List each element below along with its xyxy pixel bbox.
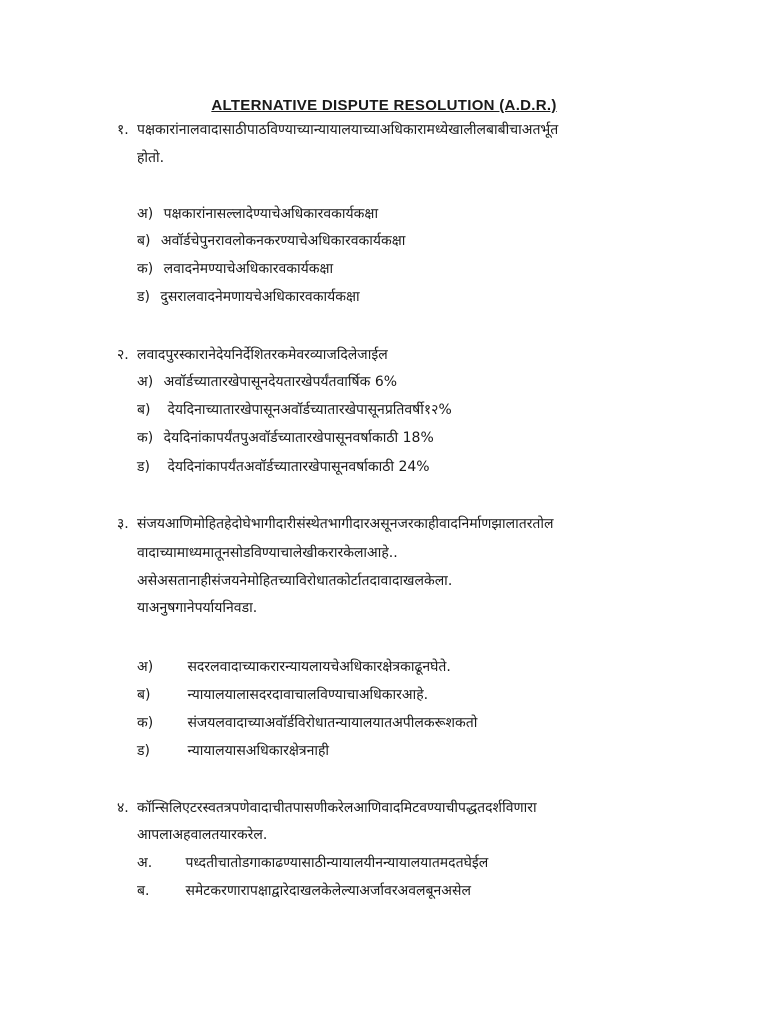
question-2-option-d [137, 457, 430, 477]
option-text: अवॉर्डचेपुनरावलोकनकरण्याचेअधिकारवकार्यकक्षा [160, 233, 406, 249]
option-text: पक्षकारांनासल्लादेण्याचेअधिकारवकार्यकक्षा [163, 206, 379, 222]
question-4-number: ४. [117, 800, 129, 816]
question-1-option-b [137, 231, 405, 251]
question-3-option-d [137, 741, 329, 761]
question-2-number: २. [117, 347, 129, 363]
option-text: न्यायालयालासदरदावाचालविण्याचाअधिकारआहे. [187, 687, 429, 703]
option-text: न्यायालयासअधिकारक्षेत्रनाही [187, 743, 330, 759]
question-3-line-3: असेअसतानाहीसंजयनेमोहितच्याविरोधातकोर्टातदावादाखलकेला. [137, 573, 453, 589]
option-label: अ) [137, 206, 154, 222]
question-1-option-d [137, 287, 360, 307]
question-1-option-c [137, 259, 333, 279]
question-3-line-4: याअनुषगानेपर्यायनिवडा. [137, 600, 258, 616]
option-text: समेटकरणारापक्षाद्वारेदाखलकेलेल्याअर्जावरअवलबूनअसेल [185, 883, 471, 899]
option-label: अ. [137, 855, 153, 871]
question-4-option-a [137, 853, 488, 873]
question-2-option-a [137, 372, 397, 392]
option-text: देयदिनाच्यातारखेपासूनअवॉर्डच्यातारखेपासूनप्रतिवर्षी१२% [167, 402, 452, 418]
option-text: संजयलवादाच्याअवॉर्डविरोधातन्यायालयातअपीलकरूशकतो [187, 715, 478, 731]
option-text: अवॉर्डच्यातारखेपासूनदेयतारखेपर्यंतवार्षिक 6% [163, 374, 398, 390]
question-4-option-b [137, 881, 471, 901]
option-text: पध्दतीचातोडगाकाढण्यासाठीन्यायालयीनन्यायालयातमदतघेईल [185, 855, 489, 871]
question-3-line-1: संजयआणिमोहितहेदोघेभागीदारीसंस्थेतभागीदारअसूनजरकाहीवादनिर्माणझालातरतोल [137, 516, 554, 532]
question-1-line-1: पक्षकारांनालवादासाठीपाठविण्याच्यान्यायालयाच्याअधिकारामध्येखालीलबाबीचाअतर्भूत [137, 122, 559, 138]
option-label: क) [137, 430, 154, 446]
option-text: देयदिनांकापर्यंतपुअवॉर्डच्यातारखेपासूनवर्षाकाठी 18% [163, 430, 434, 446]
question-3-number: ३. [117, 516, 129, 532]
option-text: देयदिनांकापर्यंतअवॉर्डच्यातारखेपासूनवर्षाकाठी 24% [167, 459, 430, 475]
option-label: ब. [137, 883, 150, 899]
question-1-option-a [137, 204, 378, 224]
question-1-number: १. [117, 122, 129, 138]
option-label: क) [137, 261, 154, 277]
option-text: सदरलवादाच्याकरारन्यायलायचेअधिकारक्षेत्रकाढूनघेते. [187, 659, 451, 675]
question-4-line-2: आपलाअहवालतयारकरेल. [137, 827, 268, 843]
question-2-option-c [137, 428, 434, 448]
option-label: क) [137, 715, 154, 731]
option-label: ड) [137, 459, 150, 475]
option-label: ड) [137, 743, 150, 759]
page-title: ALTERNATIVE DISPUTE RESOLUTION (A.D.R.) [211, 97, 557, 114]
option-label: ब) [137, 687, 151, 703]
question-4-line-1: कॉन्सिलिएटरस्वतत्रपणेवादाचीतपासणीकरेलआणिवादमिटवण्याचीपद्धतदर्शविणारा [137, 800, 537, 816]
option-text: लवादनेमण्याचेअधिकारवकार्यकक्षा [163, 261, 334, 277]
option-label: अ) [137, 374, 154, 390]
question-3-option-b [137, 685, 428, 705]
option-label: ड) [137, 289, 150, 305]
option-label: ब) [137, 402, 151, 418]
question-1-line-2: होतो. [137, 150, 165, 166]
option-text: दुसरालवादनेमणायचेअधिकारवकार्यकक्षा [160, 289, 360, 305]
option-label: अ) [137, 659, 154, 675]
question-3-option-c [137, 713, 477, 733]
question-3-option-a [137, 657, 451, 677]
question-2-option-b [137, 400, 452, 420]
option-label: ब) [137, 233, 151, 249]
question-3-line-2: वादाच्यामाध्यमातूनसोडविण्याचालेखीकरारकेलाआहे.. [137, 545, 398, 561]
question-2-line-1: लवादपुरस्कारानेदेयनिर्देशितरकमेवरव्याजदिलेजाईल [137, 347, 388, 363]
